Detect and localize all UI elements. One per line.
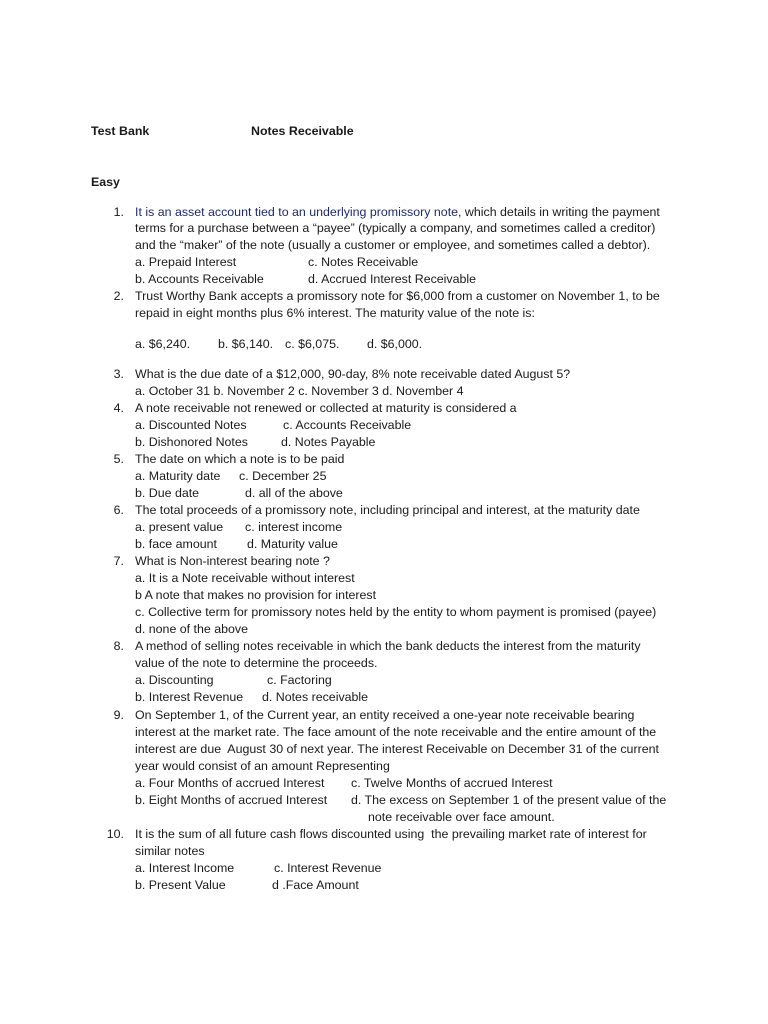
choice-d: d. Maturity value xyxy=(247,537,338,551)
choice-b: b. Interest Revenue xyxy=(135,690,244,704)
choice-d: d .Face Amount xyxy=(272,878,359,892)
question-5-line-1: The date on which a note is to be paid xyxy=(135,452,345,466)
question-2-line-1: Trust Worthy Bank accepts a promissory note for $6,000 from a customer on November 1, to be xyxy=(135,289,660,303)
question-number: 3. xyxy=(113,367,124,381)
question-number: 5. xyxy=(113,452,124,466)
question-number: 6. xyxy=(113,503,124,517)
choice-a: a. Four Months of accrued Interest xyxy=(135,776,325,790)
choice-d: d. none of the above xyxy=(135,622,248,636)
choice-d: d. The excess on September 1 of the present value of the xyxy=(351,793,667,807)
choice-b: b. $6,140. xyxy=(218,337,274,351)
question-9-line-2: interest at the market rate. The face amount of the note receivable and the entire amount of the xyxy=(135,725,657,739)
choice-b: b. face amount xyxy=(135,537,217,551)
question-8-line-1: A method of selling notes receivable in which the bank deducts the interest from the maturity xyxy=(135,639,641,653)
choice-b: b. Accounts Receivable xyxy=(135,272,264,286)
choice-d: d. Notes receivable xyxy=(262,690,369,704)
question-number: 7. xyxy=(113,554,124,568)
choice-c: c. December 25 xyxy=(239,469,327,483)
choice-a: a. Prepaid Interest xyxy=(135,255,237,269)
question-3-line-1: What is the due date of a $12,000, 90-day, 8% note receivable dated August 5? xyxy=(135,367,571,381)
choice-a: a. Maturity date xyxy=(135,469,221,483)
question-1-line-2: terms for a purchase between a “payee” (typically a company, and sometimes called a creditor) xyxy=(135,221,656,235)
question-number: 9. xyxy=(113,708,124,722)
question-6-line-1: The total proceeds of a promissory note, including principal and interest, at the maturity date xyxy=(135,503,640,517)
question-number: 1. xyxy=(113,205,124,219)
choice-c: c. Factoring xyxy=(267,673,332,687)
choice-c: c. Twelve Months of accrued Interest xyxy=(351,776,553,790)
choice-b: b. Due date xyxy=(135,486,200,500)
choice-c: c. Notes Receivable xyxy=(308,255,419,269)
choice-b: b. Present Value xyxy=(135,878,226,892)
choice-b: b A note that makes no provision for interest xyxy=(135,588,377,602)
question-1-line-1-rest: , which details in writing the payment xyxy=(458,205,660,219)
question-number: 4. xyxy=(113,401,124,415)
choice-d: d. Accrued Interest Receivable xyxy=(308,272,477,286)
choice-a: a. $6,240. xyxy=(135,337,191,351)
choice-b: b. Dishonored Notes xyxy=(135,435,248,449)
question-number: 2. xyxy=(113,289,124,303)
question-9-line-4: year would consist of an amount Representing xyxy=(135,759,390,773)
question-number: 10. xyxy=(106,827,124,841)
choice-b: b. Eight Months of accrued Interest xyxy=(135,793,328,807)
header-title: Notes Receivable xyxy=(251,124,354,138)
header-test-bank: Test Bank xyxy=(91,124,150,138)
question-9-line-3: interest are due August 30 of next year. The interest Receivable on December 31 of the current xyxy=(135,742,659,756)
choice-a: a. It is a Note receivable without interest xyxy=(135,571,355,585)
question-8-line-2: value of the note to determine the proceeds. xyxy=(135,656,378,670)
choice-a: a. Interest Income xyxy=(135,861,235,875)
question-1-line-3: and the “maker” of the note (usually a customer or employee, and sometimes called a debtor). xyxy=(135,238,651,252)
question-9-line-1: On September 1, of the Current year, an entity received a one-year note receivable bearing xyxy=(135,708,635,722)
question-10-line-2: similar notes xyxy=(135,844,205,858)
choice-d-continued: note receivable over face amount. xyxy=(368,810,555,824)
question-1-line-1 xyxy=(135,204,660,220)
question-10-line-1: It is the sum of all future cash flows discounted using the prevailing market rate of interest for xyxy=(135,827,647,841)
choice-c: c. Accounts Receivable xyxy=(283,418,412,432)
question-2-line-2: repaid in eight months plus 6% interest. The maturity value of the note is: xyxy=(135,306,535,320)
question-1-highlight: It is an asset account tied to an underlying promissory note xyxy=(135,205,459,219)
question-4-line-1: A note receivable not renewed or collected at maturity is considered a xyxy=(135,401,517,415)
choice-a: a. Discounted Notes xyxy=(135,418,247,432)
choice-a: a. present value xyxy=(135,520,224,534)
choice-c: c. Interest Revenue xyxy=(274,861,382,875)
choice-d: d. all of the above xyxy=(245,486,343,500)
choice-a: a. Discounting xyxy=(135,673,214,687)
choice-c: c. $6,075. xyxy=(285,337,340,351)
section-heading: Easy xyxy=(91,175,120,189)
choice-c: c. Collective term for promissory notes held by the entity to whom payment is promised (payee) xyxy=(135,605,657,619)
choice-c: c. interest income xyxy=(245,520,343,534)
question-number: 8. xyxy=(113,639,124,653)
choice-d: d. $6,000. xyxy=(367,337,423,351)
choice-d: d. Notes Payable xyxy=(281,435,376,449)
question-7-line-1: What is Non-interest bearing note ? xyxy=(135,554,330,568)
question-3-choices: a. October 31 b. November 2 c. November 3 d. November 4 xyxy=(135,384,464,398)
